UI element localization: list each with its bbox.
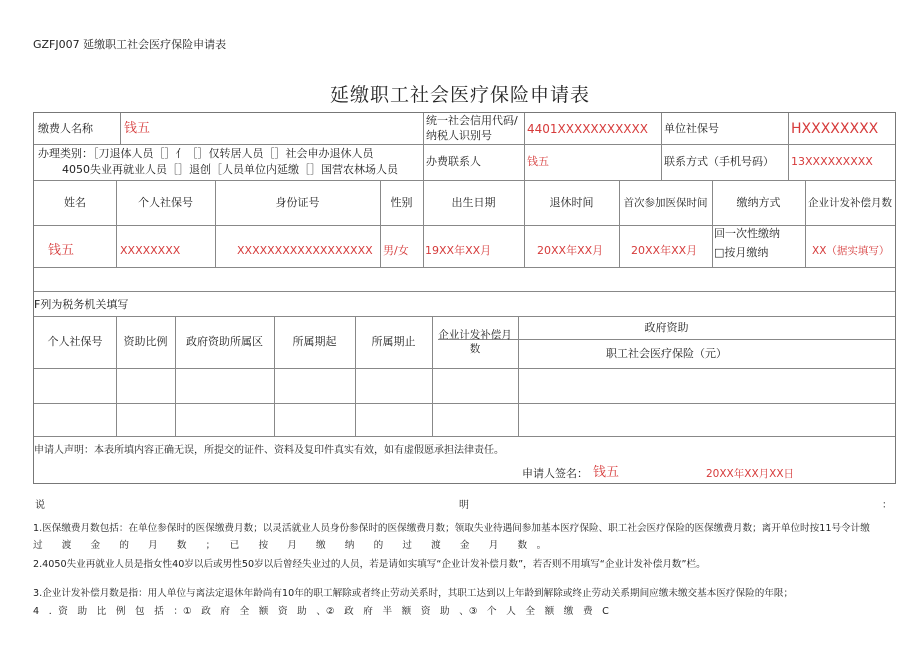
header-id-no: 身份证号 (275, 195, 320, 209)
row-retire[interactable]: 20XX年XX月 (537, 244, 604, 257)
phone-label: 联系方式（手机号码） (664, 155, 774, 168)
note-1b: 过 渡 金 的 月 数 ； 已 按 月 缴 纳 的 过 渡 金 月 数 。 (33, 540, 547, 551)
col-divider (524, 113, 525, 180)
contact-label: 办费联系人 (426, 155, 481, 168)
header-first-insured: 首次参加医保时间 (623, 196, 708, 209)
note-3: 3.企业计发补偿月数是指：用人单位与离法定退休年龄尚有10年的职工解除或者终止劳动关系时，其职工达到以上年龄到解除或终止劳动关系期间应缴未缴交基本医疗保险的年限； (33, 588, 794, 599)
unit-ss-no-label: 单位社保号 (664, 121, 719, 135)
col-divider (432, 316, 433, 436)
declaration-text: 申请人声明：本表所填内容正确无误，所提交的证件、资料及复印件真实有效，如有虚假愿承担法律责任。 (34, 445, 504, 456)
row-divider (34, 436, 895, 437)
col-divider (661, 113, 662, 180)
col-divider (423, 113, 424, 180)
pay-option-monthly[interactable]: □按月缴纳 (714, 246, 769, 259)
header-pay-method: 缴纳方式 (736, 195, 781, 209)
tax-header-ratio: 资助比例 (123, 335, 168, 348)
tax-section-label: F列为税务机关填写 (34, 298, 129, 311)
row-divider (34, 291, 895, 292)
pay-option-lump-sum[interactable]: 回一次性缴纳 (714, 227, 780, 240)
tax-header-start: 所属期起 (292, 335, 337, 348)
apply-type-line2: 4050失业再就业人员［］退创［人员单位内延缴［］国营农林场人员 (62, 163, 398, 176)
notes-heading-left: 说 (35, 500, 45, 511)
tax-header-area: 政府资助所属区 (186, 335, 263, 348)
unit-ss-no-value[interactable]: HXXXXXXXX (791, 120, 879, 137)
contact-value[interactable]: 钱五 (527, 155, 549, 168)
signature-label: 申请人签名： (522, 467, 588, 480)
note-1a: 1.医保缴费月数包括：在单位参保时的医保缴费月数；以灵活就业人员身份参保时的医保缴费月数；领取失业待遇间参加基本医疗保险、职工社会医疗保险的医保缴费月数；离开单位时按11号令计缴 (33, 523, 870, 534)
tax-header-gov-aid: 政府资助 (644, 320, 689, 334)
row-gender[interactable]: 男/女 (383, 244, 409, 257)
row-comp-months[interactable]: XX（据实填写） (812, 245, 890, 257)
col-divider (788, 113, 789, 180)
header-comp-months: 企业计发补偿月数 (808, 196, 892, 209)
notes-heading-right: ： (882, 500, 892, 511)
phone-value[interactable]: 13XXXXXXXXX (791, 155, 873, 168)
document-code: GZFJ007 延缴职工社会医疗保险申请表 (33, 38, 227, 51)
apply-type-line1: 办理类别：［刀退体人员［］亻［］仅转居人员［］社会申办退休人员 (38, 147, 374, 160)
header-ss-no: 个人社保号 (138, 195, 193, 209)
row-birth[interactable]: 19XX年XX月 (425, 244, 492, 257)
credit-code-label-1: 统一社会信用代码/ (426, 114, 518, 127)
row-ss-no[interactable]: XXXXXXXX (120, 244, 181, 257)
credit-code-value[interactable]: 4401XXXXXXXXXXX (527, 121, 648, 136)
payer-name-value[interactable]: 钱五 (124, 120, 151, 136)
sign-date[interactable]: 20XX年XX月XX日 (706, 468, 795, 480)
note-2: 2.4050失业再就业人员是指女性40岁以后或男性50岁以后曾经失业过的人员，若是请如实填写“企业计发补偿月数”，若否则不用填写“企业计发补偿月数”栏。 (33, 559, 706, 570)
row-divider (34, 368, 895, 369)
tax-header-ss-no: 个人社保号 (47, 335, 103, 348)
form-title: 延缴职工社会医疗保险申请表 (329, 84, 590, 106)
header-retire: 退休时间 (549, 195, 594, 209)
header-gender: 性别 (390, 195, 413, 209)
row-first-insured[interactable]: 20XX年XX月 (631, 244, 698, 257)
notes-heading-mid: 明 (459, 500, 469, 511)
row-name[interactable]: 钱五 (48, 243, 75, 258)
header-name: 姓名 (64, 195, 86, 209)
tax-header-insurance: 职工社会医疗保险（元） (606, 346, 727, 360)
tax-header-end: 所属期止 (371, 335, 416, 348)
notes-heading (33, 496, 896, 510)
application-form (33, 112, 896, 484)
header-birth: 出生日期 (451, 195, 496, 209)
payer-name-label: 缴费人名称 (38, 121, 93, 135)
note-4: 4 ．资 助 比 例 包 括 ：① 政 府 全 额 资 助 、② 政 府 半 额 资 助 、③ 个 人 全 额 缴 费 C (33, 606, 609, 617)
credit-code-label-2: 纳税人识别号 (426, 129, 492, 142)
signature-value[interactable]: 钱五 (593, 465, 620, 480)
col-divider (120, 113, 121, 144)
row-divider (34, 403, 895, 404)
tax-header-months: 企业计发补偿月数 (438, 329, 512, 355)
row-id-no[interactable]: XXXXXXXXXXXXXXXXXX (237, 244, 373, 257)
